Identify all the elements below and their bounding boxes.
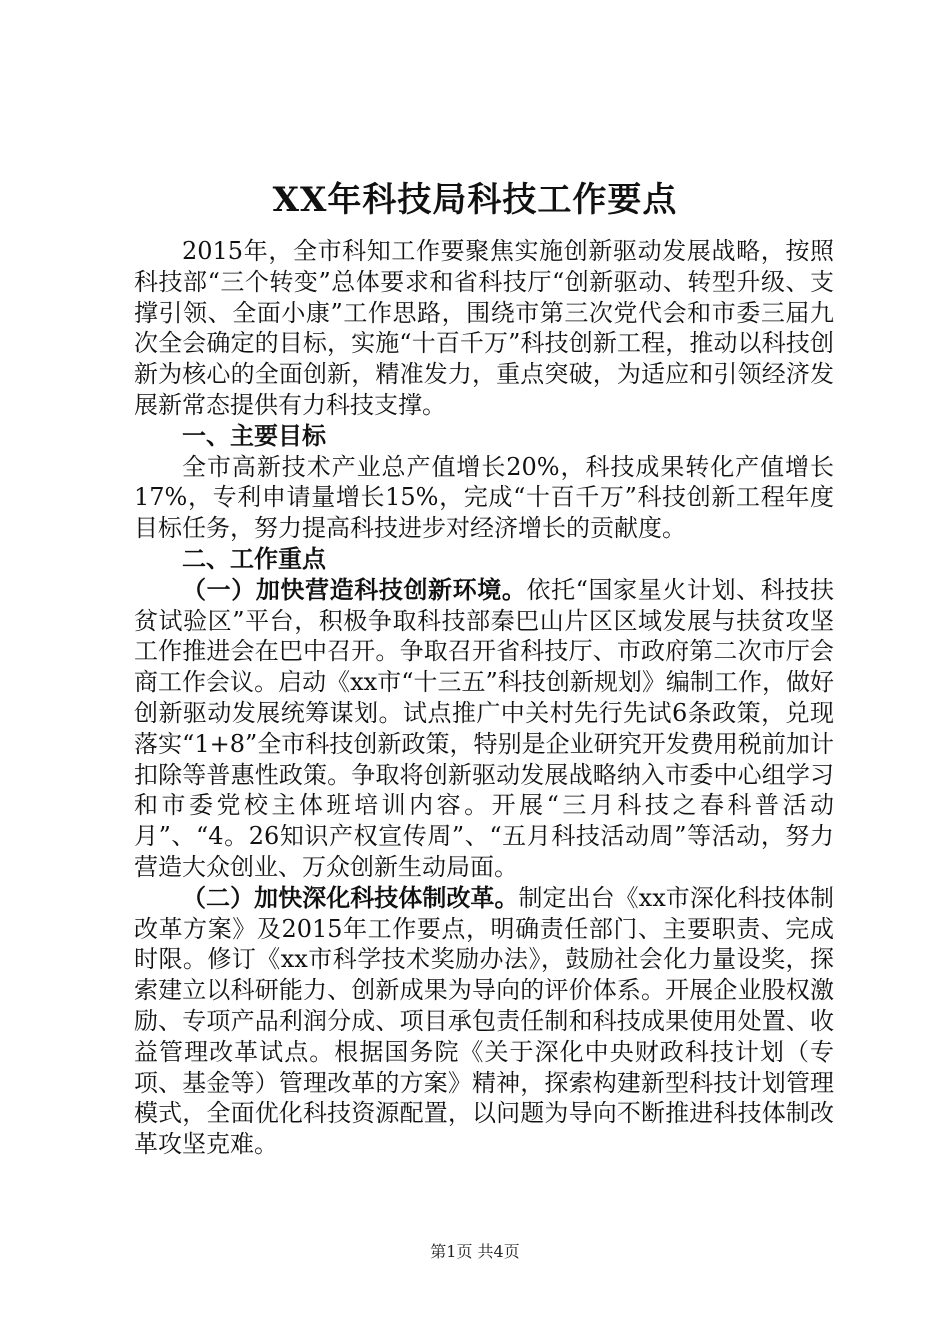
work-item-2-lead: （二）加快深化科技体制改革。 xyxy=(182,882,519,912)
work-item-1-paragraph xyxy=(134,575,834,883)
work-item-2-paragraph xyxy=(134,883,834,1160)
page-footer: 第1页 共4页 xyxy=(430,1242,520,1261)
main-goals-paragraph: 全市高新技术产业总产值增长20%，科技成果转化产值增长17%，专利申请量增长15%，完成“十百千万”科技创新工程年度目标任务，努力提高科技进步对经济增长的贡献度。 xyxy=(134,452,834,543)
document-title: XX年科技局科技工作要点 xyxy=(272,180,678,220)
section-heading-work-focus: 二、工作重点 xyxy=(182,543,326,573)
work-item-2-text: 制定出台《xx市深化科技体制改革方案》及2015年工作要点，明确责任部门、主要职责、完成时限。修订《xx市科学技术奖励办法》，鼓励社会化力量设奖，探索建立以科研能力、创新成果为导向的评价体系。开展企业股权激励、专项产品利润分成、项目承包责任制和科技成果使用处置、收益管理改革试点。根据国务院《关于深化中央财政科技计划（专项、基金等）管理改革的方案》精神，探索构建新型科技计划管理模式，全面优化科技资源配置，以问题为导向不断推进科技体制改革攻坚克难。 xyxy=(134,883,834,1159)
section-heading-main-goals: 一、主要目标 xyxy=(182,420,326,450)
work-item-1-lead: （一）加快营造科技创新环境。 xyxy=(182,574,527,604)
intro-paragraph: 2015年，全市科知工作要聚焦实施创新驱动发展战略，按照科技部“三个转变”总体要求和省科技厅“创新驱动、转型升级、支撑引领、全面小康”工作思路，围绕市第三次党代会和市委三届九次全会确定的目标，实施“十百千万”科技创新工程，推动以科技创新为核心的全面创新，精准发力，重点突破，为适应和引领经济发展新常态提供有力科技支撑。 xyxy=(134,237,834,419)
work-item-1-text: 依托“国家星火计划、科技扶贫试验区”平台，积极争取科技部秦巴山片区区域发展与扶贫攻坚工作推进会在巴中召开。争取召开省科技厅、市政府第二次市厅会商工作会议。启动《xx市“十三五”科技创新规划》编制工作，做好创新驱动发展统筹谋划。试点推广中关村先行先试6条政策，兑现落实“1+8”全市科技创新政策，特别是企业研究开发费用税前加计扣除等普惠性政策。争取将创新驱动发展战略纳入市委中心组学习和市委党校主体班培训内容。开展“三月科技之春科普活动月”、“4。26知识产权宣传周”、“五月科技活动周”等活动，努力营造大众创业、万众创新生动局面。 xyxy=(134,575,834,881)
document-body xyxy=(134,236,834,1160)
